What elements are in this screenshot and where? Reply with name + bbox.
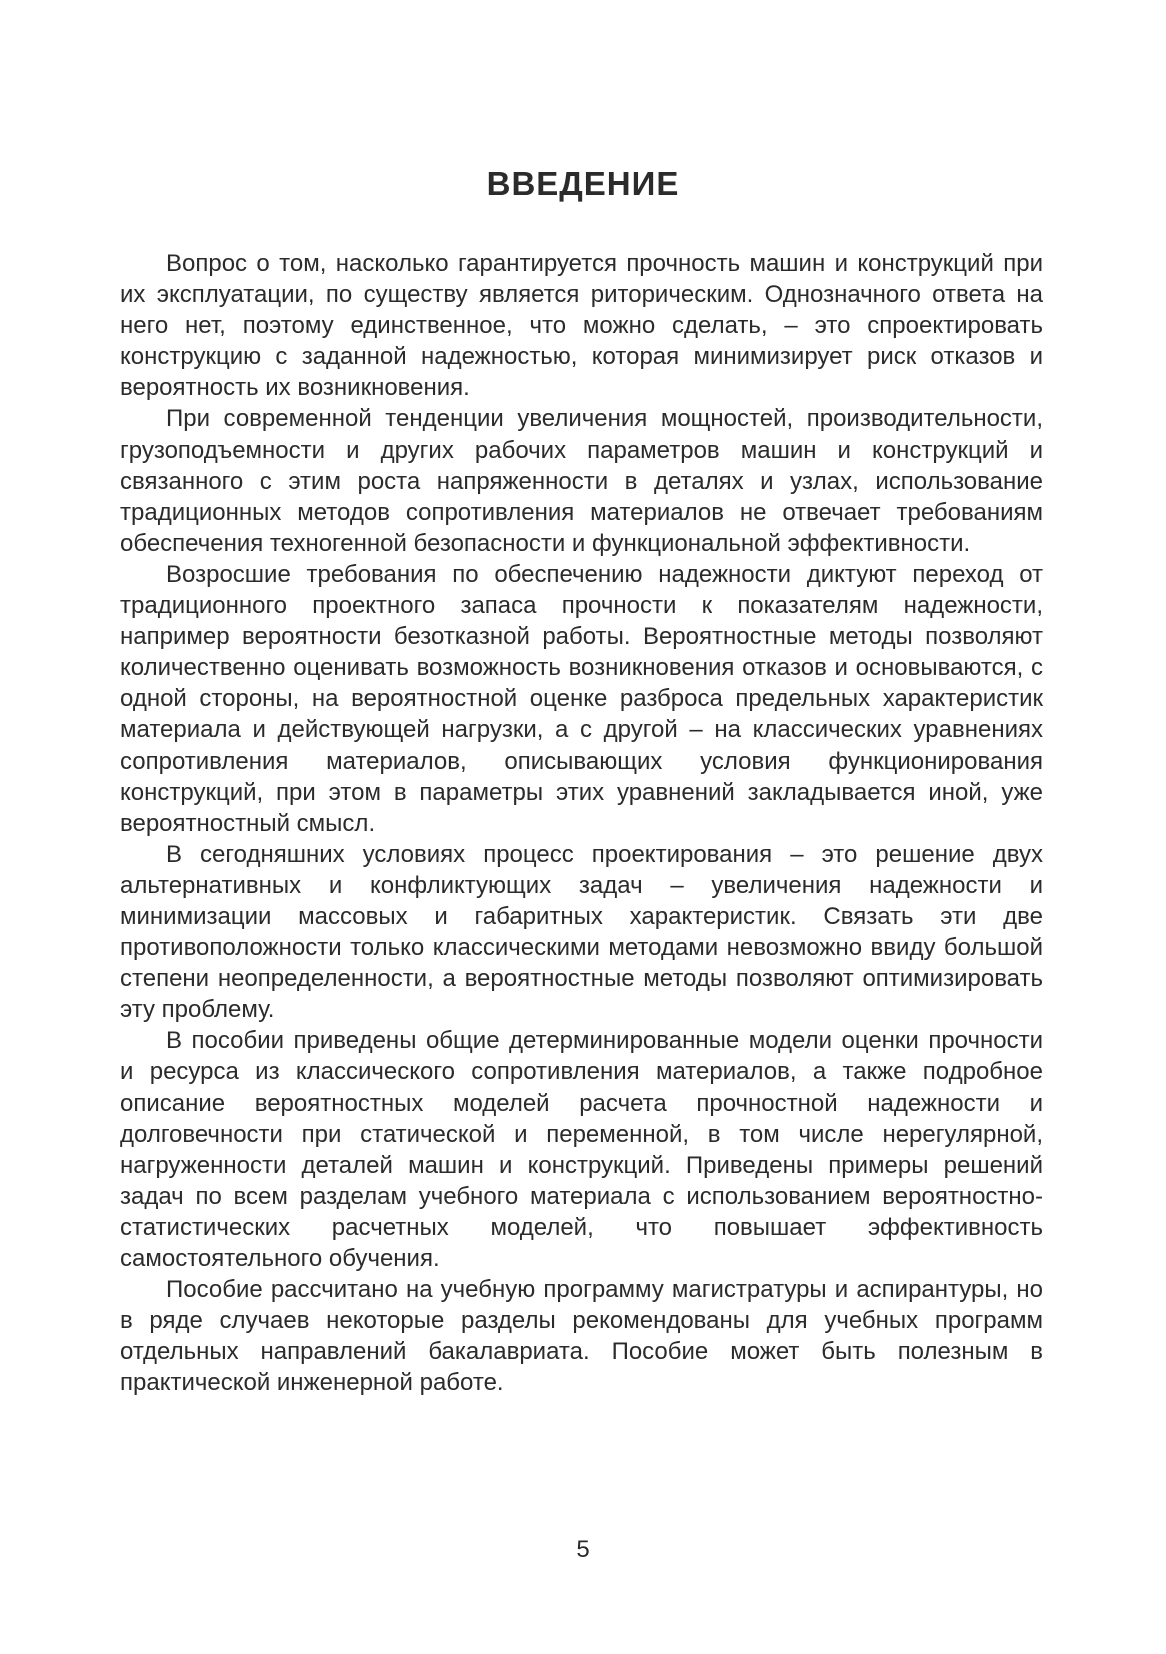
paragraph: Вопрос о том, насколько гарантируется прочность машин и конструкций при их эксплуатации, по существу является риторическим. Однозначного ответа на него нет, поэтому единственное, что можно сделать, – это спроектировать конструкцию с заданной надежностью, которая минимизирует риск отказов и вероятность их возникновения. xyxy=(120,250,1043,402)
paragraph: В сегодняшних условиях процесс проектирования – это решение двух альтернативных и конфликтующих задач – увеличения надежности и минимизации массовых и габаритных характеристик. Связать эти две противоположности только классическими методами невозможно ввиду большой степени неопределенности, а вероятностные методы позволяют оптимизировать эту проблему. xyxy=(120,840,1043,1024)
paragraph: При современной тенденции увеличения мощностей, производительности, грузоподъемности и других рабочих параметров машин и конструкций и связанного с этим роста напряженности в деталях и узлах, использование традиционных методов сопротивления материалов не отвечает требованиям обеспечения техногенной безопасности и функциональной эффективности. xyxy=(120,405,1043,557)
page-title: ВВЕДЕНИЕ xyxy=(486,165,680,202)
page-number: 5 xyxy=(576,1536,590,1563)
paragraph: Пособие рассчитано на учебную программу магистратуры и аспирантуры, но в ряде случаев некоторые разделы рекомендованы для учебных программ отдельных направлений бакалавриата. Пособие может быть полезным в практической инженерной работе. xyxy=(120,1276,1043,1397)
paragraph: В пособии приведены общие детерминированные модели оценки прочности и ресурса из классического сопротивления материалов, а также подробное описание вероятностных моделей расчета прочностной надежности и долговечности при статической и переменной, в том числе нерегулярной, нагруженности деталей машин и конструкций. Приведены примеры решений задач по всем разделам учебного материала с использованием вероятностно-статистических расчетных моделей, что повышает эффективность самостоятельного обучения. xyxy=(120,1027,1043,1272)
paragraph: Возросшие требования по обеспечению надежности диктуют переход от традиционного проектного запаса прочности к показателям надежности, например вероятности безотказной работы. Вероятностные методы позволяют количественно оценивать возможность возникновения отказов и основываются, с одной стороны, на вероятностной оценке разброса предельных характеристик материала и действующей нагрузки, а с другой – на классических уравнениях сопротивления материалов, описывающих условия функционирования конструкций, при этом в параметры этих уравнений закладывается иной, уже вероятностный смысл. xyxy=(120,560,1043,837)
body-text xyxy=(120,248,1043,1398)
